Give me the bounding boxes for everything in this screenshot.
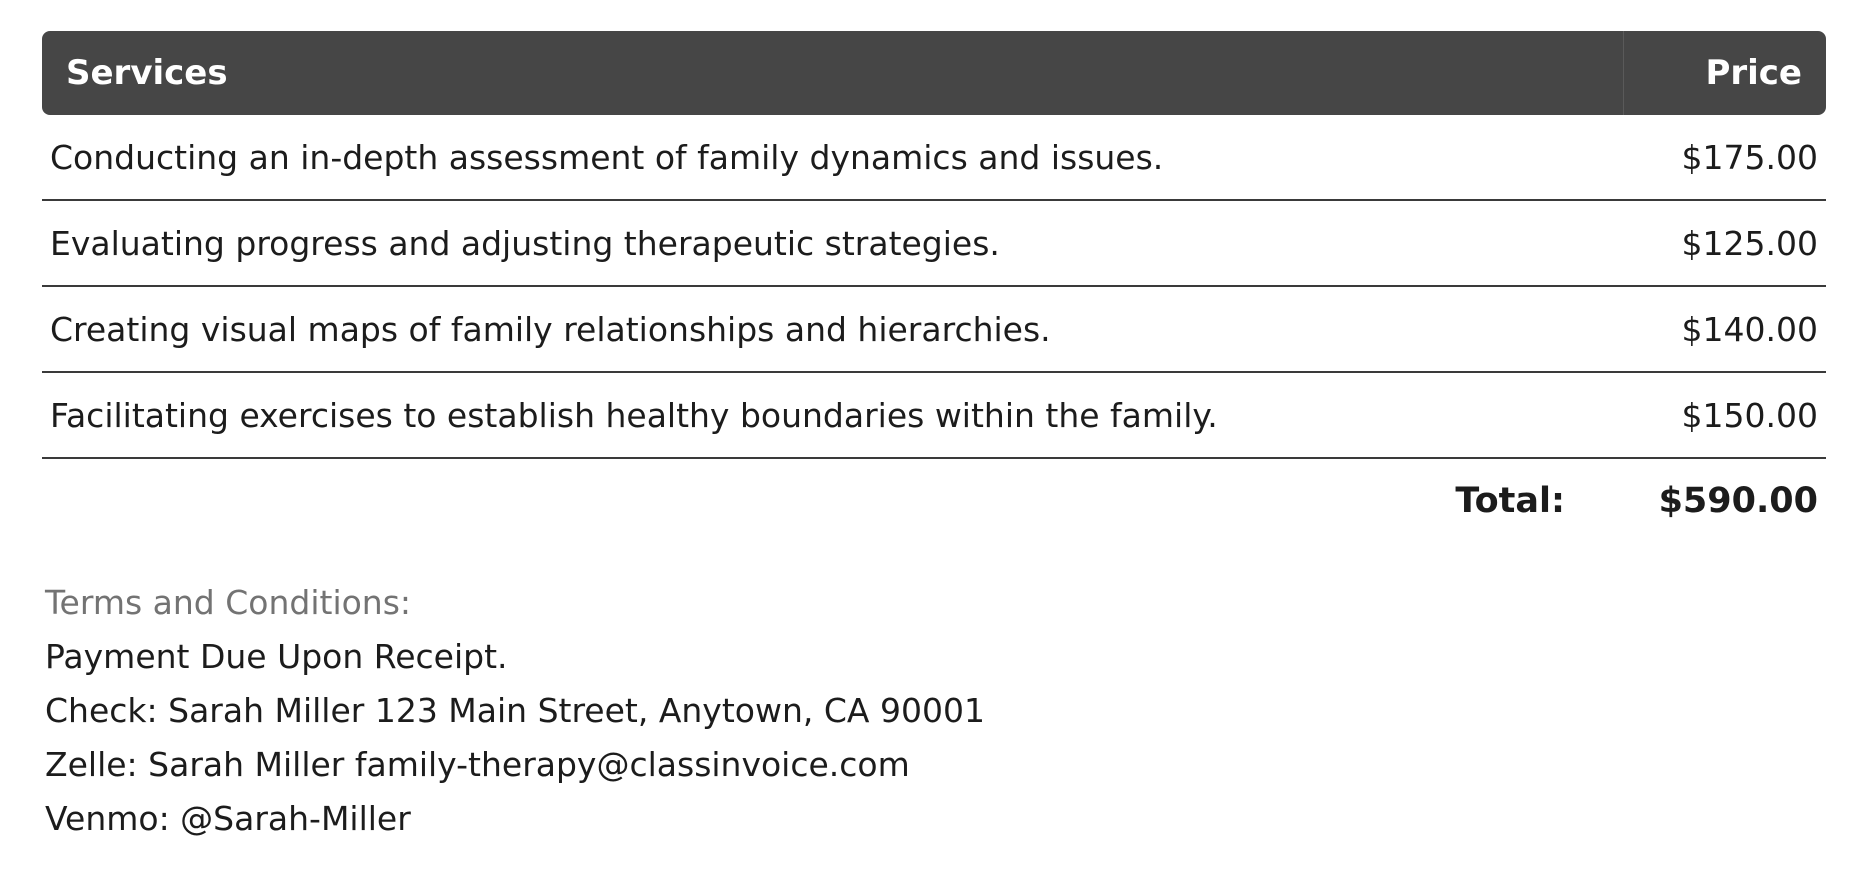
terms-heading: Terms and Conditions: xyxy=(45,583,412,622)
service-description: Facilitating exercises to establish healthy boundaries within the family. xyxy=(42,373,1623,459)
service-description: Conducting an in-depth assessment of family dynamics and issues. xyxy=(42,115,1623,201)
table-row xyxy=(42,115,1826,201)
service-price: $140.00 xyxy=(1623,287,1826,373)
price-column-header: Price xyxy=(1623,31,1826,115)
terms-payment-due: Payment Due Upon Receipt. xyxy=(45,637,508,676)
total-row xyxy=(42,459,1826,543)
service-price: $150.00 xyxy=(1623,373,1826,459)
services-column-header: Services xyxy=(42,31,1623,115)
terms-section xyxy=(42,576,1826,846)
service-description: Creating visual maps of family relationships and hierarchies. xyxy=(42,287,1623,373)
service-price: $125.00 xyxy=(1623,201,1826,287)
terms-venmo-info: Venmo: @Sarah-Miller xyxy=(45,799,411,838)
total-value: $590.00 xyxy=(1658,481,1818,521)
service-price: $175.00 xyxy=(1623,115,1826,201)
invoice-section xyxy=(42,31,1826,846)
table-row xyxy=(42,201,1826,287)
services-table xyxy=(42,31,1826,543)
table-row xyxy=(42,287,1826,373)
table-row xyxy=(42,373,1826,459)
total-label: Total: xyxy=(1455,481,1565,521)
terms-check-info: Check: Sarah Miller 123 Main Street, Anytown, CA 90001 xyxy=(45,691,985,730)
table-header-row xyxy=(42,31,1826,115)
service-description: Evaluating progress and adjusting therapeutic strategies. xyxy=(42,201,1623,287)
terms-zelle-info: Zelle: Sarah Miller family-therapy@classinvoice.com xyxy=(45,745,910,784)
